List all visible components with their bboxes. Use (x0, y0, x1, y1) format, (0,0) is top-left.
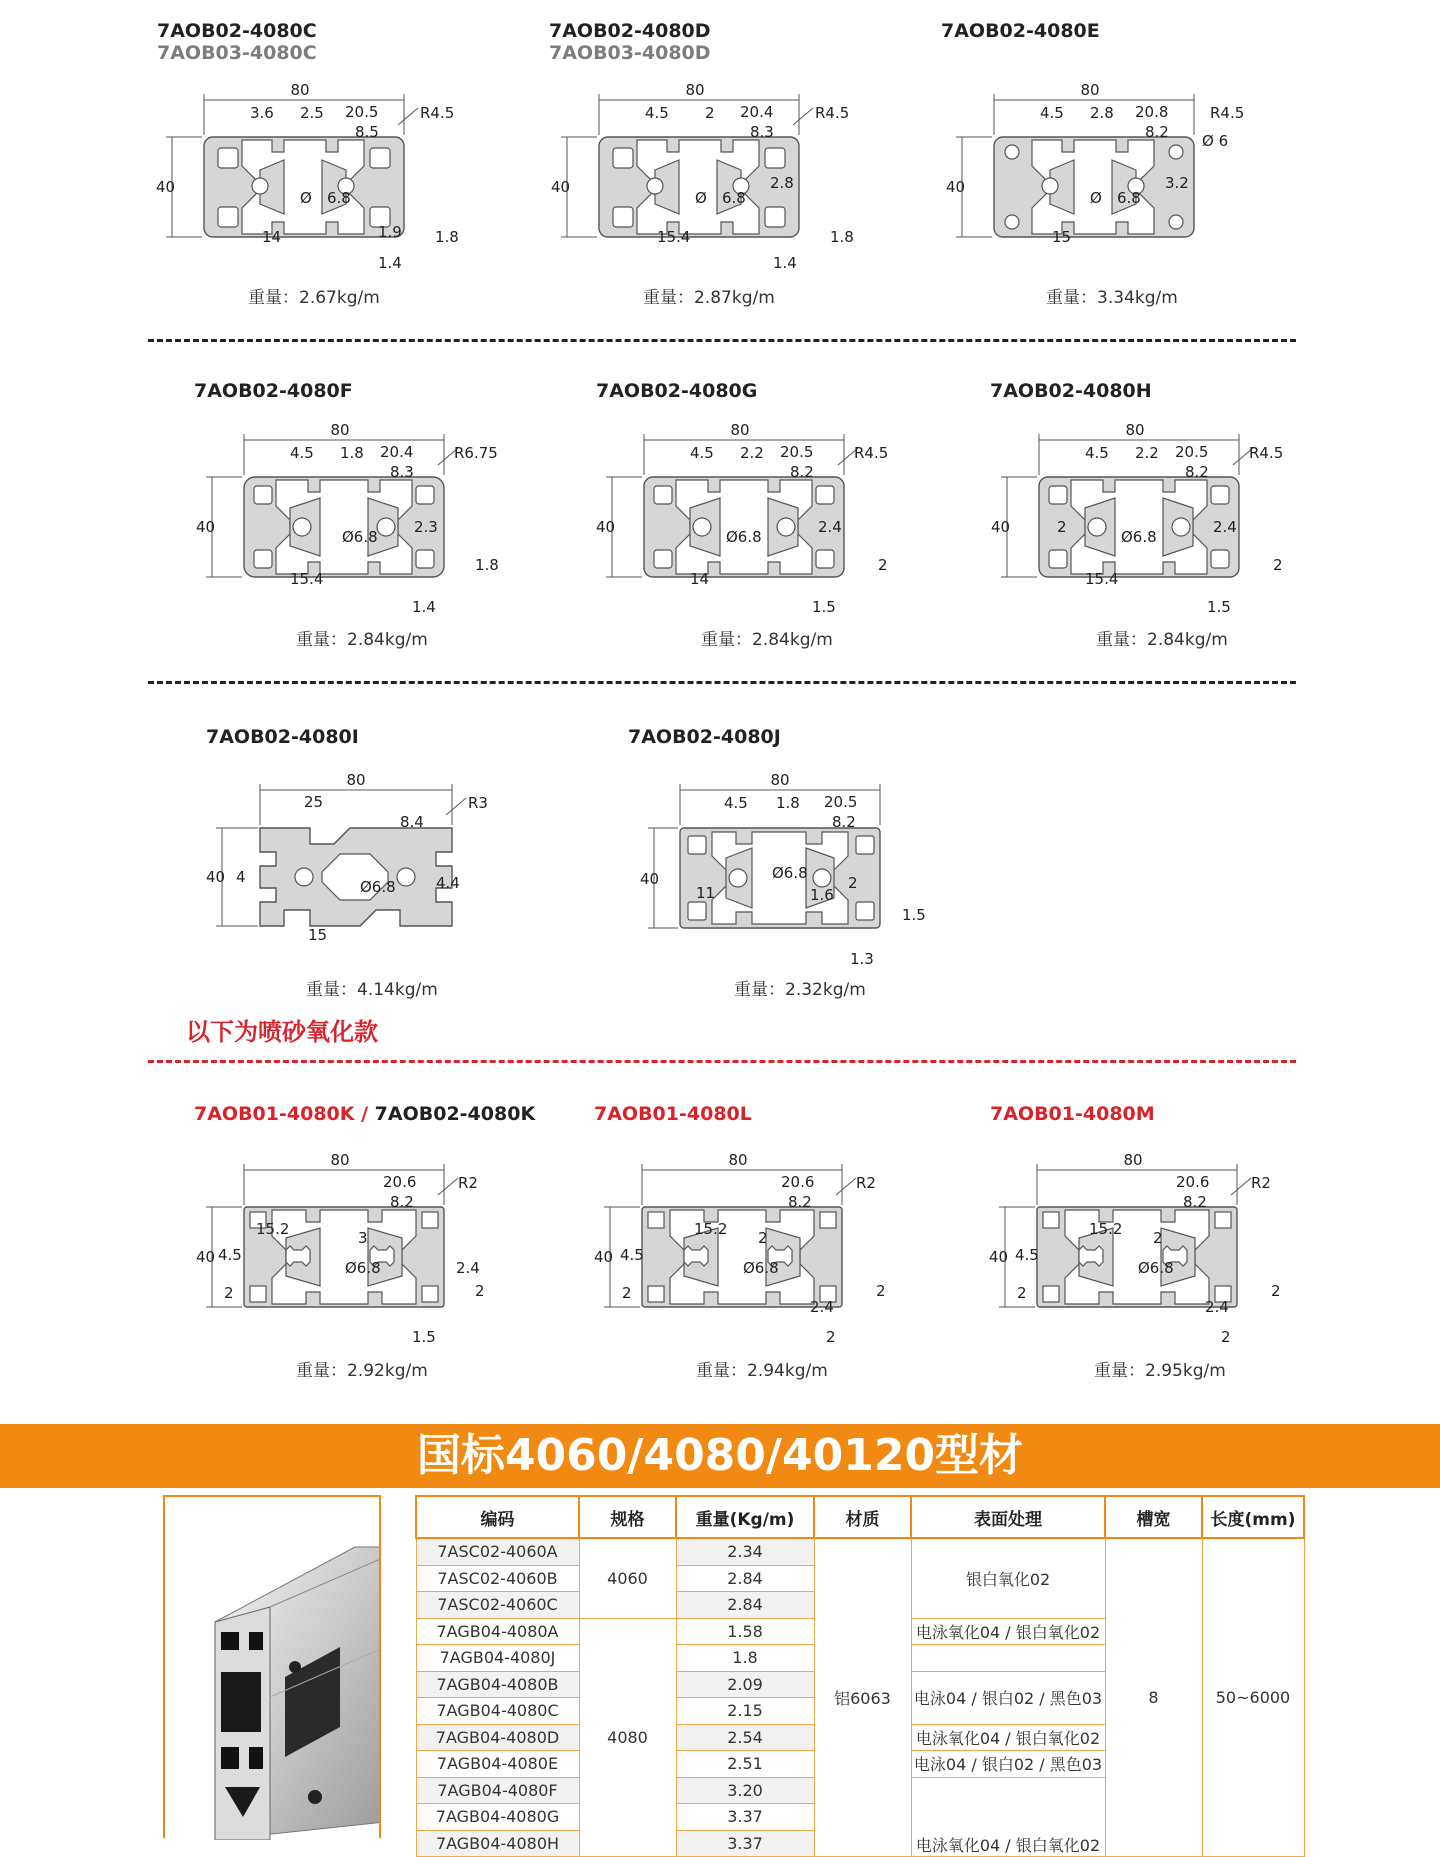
weight-cell: 3.37 (676, 1830, 814, 1857)
svg-text:8.2: 8.2 (1183, 1193, 1207, 1211)
code-cell: 7AGB04-4080D (416, 1724, 579, 1751)
code-cell: 7ASC02-4060C (416, 1592, 579, 1619)
svg-text:Ø6.8: Ø6.8 (726, 528, 762, 546)
svg-text:80: 80 (1080, 81, 1100, 99)
svg-text:15.2: 15.2 (1089, 1220, 1123, 1238)
profile-drawing (545, 80, 865, 280)
svg-text:40: 40 (596, 518, 616, 536)
weight-cell: 1.8 (676, 1645, 814, 1672)
svg-text:2.8: 2.8 (770, 174, 794, 192)
svg-text:20.4: 20.4 (740, 103, 774, 121)
weight-label: 重量：2.67kg/m (248, 288, 380, 308)
profile-title: 7AOB01-4080L (594, 1103, 752, 1125)
code-cell: 7ASC02-4060B (416, 1565, 579, 1592)
table-row (416, 1538, 1304, 1565)
profile-title: 7AOB02-4080J (628, 726, 781, 748)
svg-text:R4.5: R4.5 (420, 104, 455, 122)
svg-text:11: 11 (696, 884, 716, 902)
svg-text:15.4: 15.4 (1085, 570, 1119, 588)
svg-text:80: 80 (290, 81, 310, 99)
weight-cell: 2.84 (676, 1592, 814, 1619)
profile-drawing (588, 1150, 908, 1350)
weight-cell: 3.20 (676, 1777, 814, 1804)
svg-text:1.3: 1.3 (850, 950, 874, 968)
weight-cell: 2.54 (676, 1724, 814, 1751)
svg-text:4.5: 4.5 (690, 444, 714, 462)
weight-label: 重量：2.84kg/m (701, 630, 833, 650)
svg-text:1.4: 1.4 (412, 598, 436, 616)
code-cell: 7AGB04-4080G (416, 1804, 579, 1831)
table-header: 表面处理 (911, 1496, 1105, 1538)
svg-text:4.5: 4.5 (724, 794, 748, 812)
svg-text:15.4: 15.4 (290, 570, 324, 588)
svg-text:40: 40 (156, 178, 176, 196)
svg-text:8.2: 8.2 (390, 1193, 414, 1211)
code-cell: 7AGB04-4080F (416, 1777, 579, 1804)
profile-drawing (150, 80, 470, 280)
profile-drawing (590, 420, 910, 620)
svg-text:8.2: 8.2 (1145, 123, 1169, 141)
weight-cell: 2.15 (676, 1698, 814, 1725)
svg-text:2: 2 (705, 104, 715, 122)
code-cell: 7AGB04-4080H (416, 1830, 579, 1857)
svg-text:R4.5: R4.5 (1210, 104, 1245, 122)
svg-text:8.2: 8.2 (788, 1193, 812, 1211)
svg-text:1.9: 1.9 (378, 223, 402, 241)
spec-cell: 4060 (579, 1538, 676, 1618)
table-header: 槽宽 (1105, 1496, 1202, 1538)
svg-text:2: 2 (224, 1284, 234, 1302)
svg-text:40: 40 (946, 178, 966, 196)
svg-text:Ø6.8: Ø6.8 (360, 878, 396, 896)
svg-text:8.2: 8.2 (1185, 463, 1209, 481)
spec-table (415, 1495, 1305, 1857)
svg-text:2: 2 (876, 1282, 886, 1300)
svg-text:80: 80 (728, 1151, 748, 1169)
svg-text:40: 40 (206, 868, 226, 886)
profile-title: 7AOB01-4080M (990, 1103, 1155, 1125)
svg-text:3.6: 3.6 (250, 104, 274, 122)
table-header: 编码 (416, 1496, 579, 1538)
svg-text:80: 80 (330, 421, 350, 439)
svg-text:15.2: 15.2 (256, 1220, 290, 1238)
section-divider (148, 339, 1296, 342)
weight-label: 重量：2.87kg/m (643, 288, 775, 308)
svg-text:20.6: 20.6 (781, 1173, 815, 1191)
svg-text:2: 2 (475, 1282, 485, 1300)
svg-text:40: 40 (594, 1248, 614, 1266)
profile-drawing (640, 770, 960, 970)
svg-text:4.5: 4.5 (1085, 444, 1109, 462)
svg-text:2.4: 2.4 (1213, 518, 1237, 536)
svg-text:8.2: 8.2 (790, 463, 814, 481)
svg-text:2.2: 2.2 (1135, 444, 1159, 462)
weight-cell: 2.34 (676, 1538, 814, 1565)
svg-text:6.8: 6.8 (1117, 189, 1141, 207)
svg-text:80: 80 (685, 81, 705, 99)
svg-text:1.5: 1.5 (412, 1328, 436, 1346)
svg-text:Ø: Ø (1090, 189, 1102, 207)
product-photo-frame (163, 1495, 381, 1838)
svg-text:40: 40 (640, 870, 660, 888)
svg-text:R4.5: R4.5 (1249, 444, 1284, 462)
svg-text:1.8: 1.8 (475, 556, 499, 574)
weight-label: 重量：2.95kg/m (1094, 1361, 1226, 1381)
svg-text:80: 80 (346, 771, 366, 789)
svg-text:40: 40 (196, 1248, 216, 1266)
weight-cell: 2.51 (676, 1751, 814, 1778)
svg-text:1.8: 1.8 (435, 228, 459, 246)
svg-text:80: 80 (770, 771, 790, 789)
surface-cell: 电泳04 / 银白02 / 黑色03 (911, 1751, 1105, 1778)
svg-text:8.5: 8.5 (355, 123, 379, 141)
weight-cell: 2.09 (676, 1671, 814, 1698)
svg-text:2.4: 2.4 (810, 1298, 834, 1316)
svg-text:2.2: 2.2 (740, 444, 764, 462)
profile-drawing (940, 80, 1260, 280)
svg-text:Ø: Ø (695, 189, 707, 207)
svg-text:2: 2 (848, 874, 858, 892)
svg-text:3.2: 3.2 (1165, 174, 1189, 192)
svg-text:40: 40 (989, 1248, 1009, 1266)
table-header: 规格 (579, 1496, 676, 1538)
svg-text:2.5: 2.5 (300, 104, 324, 122)
svg-text:1.5: 1.5 (902, 906, 926, 924)
svg-text:Ø6.8: Ø6.8 (1138, 1259, 1174, 1277)
weight-label: 重量：3.34kg/m (1046, 288, 1178, 308)
svg-text:R6.75: R6.75 (454, 444, 498, 462)
profile-drawing (190, 420, 510, 620)
profile-title: 7AOB02-4080G (596, 380, 758, 402)
section-banner: 国标4060/4080/40120型材 (0, 1424, 1440, 1488)
profile-title: 7AOB02-4080H (990, 380, 1152, 402)
svg-text:20.4: 20.4 (380, 443, 414, 461)
weight-cell: 3.37 (676, 1804, 814, 1831)
section-divider (148, 1060, 1296, 1063)
svg-text:14: 14 (262, 228, 282, 246)
profile-title: 7AOB02-4080D 7AOB03-4080D (549, 20, 711, 64)
svg-text:R2: R2 (1251, 1174, 1271, 1192)
svg-text:R4.5: R4.5 (815, 104, 850, 122)
svg-text:40: 40 (551, 178, 571, 196)
svg-text:1.4: 1.4 (378, 254, 402, 272)
svg-text:2.8: 2.8 (1090, 104, 1114, 122)
weight-cell: 1.58 (676, 1618, 814, 1645)
svg-text:3: 3 (358, 1229, 368, 1247)
svg-text:Ø: Ø (300, 189, 312, 207)
svg-text:Ø6.8: Ø6.8 (342, 528, 378, 546)
svg-text:Ø 6: Ø 6 (1202, 132, 1229, 150)
profile-drawing (985, 420, 1305, 620)
svg-text:Ø6.8: Ø6.8 (743, 1259, 779, 1277)
svg-text:2: 2 (1271, 1282, 1281, 1300)
code-cell: 7AGB04-4080A (416, 1618, 579, 1645)
svg-text:80: 80 (1123, 1151, 1143, 1169)
svg-text:4.5: 4.5 (1040, 104, 1064, 122)
svg-text:Ø6.8: Ø6.8 (772, 864, 808, 882)
svg-text:8.2: 8.2 (832, 813, 856, 831)
svg-text:4.5: 4.5 (1015, 1246, 1039, 1264)
code-cell: 7AGB04-4080E (416, 1751, 579, 1778)
svg-text:R4.5: R4.5 (854, 444, 889, 462)
code-cell: 7AGB04-4080B (416, 1671, 579, 1698)
svg-text:20.8: 20.8 (1135, 103, 1169, 121)
svg-text:Ø6.8: Ø6.8 (1121, 528, 1157, 546)
svg-text:4: 4 (236, 868, 246, 886)
svg-text:6.8: 6.8 (722, 189, 746, 207)
svg-text:1.5: 1.5 (1207, 598, 1231, 616)
svg-text:2: 2 (622, 1284, 632, 1302)
svg-text:20.6: 20.6 (383, 1173, 417, 1191)
svg-text:15: 15 (308, 926, 328, 944)
svg-text:80: 80 (1125, 421, 1145, 439)
spec-cell: 4080 (579, 1618, 676, 1857)
svg-text:20.5: 20.5 (345, 103, 379, 121)
svg-text:2: 2 (826, 1328, 836, 1346)
svg-text:1.8: 1.8 (776, 794, 800, 812)
svg-text:R2: R2 (856, 1174, 876, 1192)
svg-text:1.5: 1.5 (812, 598, 836, 616)
svg-text:20.6: 20.6 (1176, 1173, 1210, 1191)
sandblast-heading: 以下为喷砂氧化款 (186, 1018, 378, 1046)
code-cell: 7AGB04-4080J (416, 1645, 579, 1672)
profile-drawing (200, 770, 520, 970)
surface-cell: 电泳氧化04 / 银白氧化02 (911, 1618, 1105, 1645)
svg-text:15: 15 (1052, 228, 1072, 246)
svg-text:20.5: 20.5 (1175, 443, 1209, 461)
svg-text:80: 80 (730, 421, 750, 439)
weight-label: 重量：2.84kg/m (296, 630, 428, 650)
weight-label: 重量：2.32kg/m (734, 980, 866, 1000)
profile-drawing (983, 1150, 1303, 1350)
svg-text:80: 80 (330, 1151, 350, 1169)
slot-cell: 8 (1105, 1538, 1202, 1857)
profile-title: 7AOB02-4080E (941, 20, 1100, 42)
weight-label: 重量：4.14kg/m (306, 980, 438, 1000)
svg-text:2.4: 2.4 (456, 1259, 480, 1277)
svg-text:2: 2 (1017, 1284, 1027, 1302)
svg-text:15.2: 15.2 (694, 1220, 728, 1238)
svg-text:25: 25 (304, 793, 324, 811)
svg-text:2: 2 (1221, 1328, 1231, 1346)
svg-text:2: 2 (1273, 556, 1283, 574)
svg-text:8.3: 8.3 (390, 463, 414, 481)
svg-text:4.5: 4.5 (290, 444, 314, 462)
svg-text:1.8: 1.8 (340, 444, 364, 462)
svg-text:2.4: 2.4 (818, 518, 842, 536)
svg-text:2: 2 (1057, 518, 1067, 536)
svg-text:6.8: 6.8 (327, 189, 351, 207)
profile-drawing (190, 1150, 510, 1350)
length-cell: 50~6000 (1202, 1538, 1304, 1857)
svg-text:1.6: 1.6 (810, 886, 834, 904)
svg-text:4.5: 4.5 (218, 1246, 242, 1264)
svg-text:2.4: 2.4 (1205, 1298, 1229, 1316)
svg-text:40: 40 (196, 518, 216, 536)
table-header: 材质 (814, 1496, 911, 1538)
aluminum-profile-image (165, 1497, 379, 1840)
profile-title: 7AOB02-4080I (206, 726, 359, 748)
svg-text:R2: R2 (458, 1174, 478, 1192)
svg-text:Ø6.8: Ø6.8 (345, 1259, 381, 1277)
svg-text:2: 2 (878, 556, 888, 574)
svg-text:15.4: 15.4 (657, 228, 691, 246)
svg-text:20.5: 20.5 (780, 443, 814, 461)
svg-text:2.3: 2.3 (414, 518, 438, 536)
code-cell: 7AGB04-4080C (416, 1698, 579, 1725)
material-cell: 铝6063 (814, 1538, 911, 1857)
svg-text:8.4: 8.4 (400, 813, 424, 831)
surface-cell: 电泳04 / 银白02 / 黑色03 (911, 1671, 1105, 1724)
svg-text:4.5: 4.5 (645, 104, 669, 122)
table-header: 重量(Kg/m) (676, 1496, 814, 1538)
svg-text:2: 2 (1153, 1229, 1163, 1247)
svg-text:R3: R3 (468, 794, 488, 812)
surface-cell (911, 1645, 1105, 1672)
svg-text:4.5: 4.5 (620, 1246, 644, 1264)
weight-label: 重量：2.84kg/m (1096, 630, 1228, 650)
svg-text:8.3: 8.3 (750, 123, 774, 141)
profile-title: 7AOB01-4080K / 7AOB02-4080K (194, 1103, 536, 1125)
weight-cell: 2.84 (676, 1565, 814, 1592)
table-header: 长度(mm) (1202, 1496, 1304, 1538)
code-cell: 7ASC02-4060A (416, 1538, 579, 1565)
weight-label: 重量：2.92kg/m (296, 1361, 428, 1381)
surface-cell: 电泳氧化04 / 银白氧化02 (911, 1777, 1105, 1857)
svg-text:1.4: 1.4 (773, 254, 797, 272)
surface-cell: 电泳氧化04 / 银白氧化02 (911, 1724, 1105, 1751)
section-divider (148, 681, 1296, 684)
svg-text:4.4: 4.4 (436, 874, 460, 892)
profile-title: 7AOB02-4080C 7AOB03-4080C (157, 20, 317, 64)
svg-text:2: 2 (758, 1229, 768, 1247)
svg-text:20.5: 20.5 (824, 793, 858, 811)
surface-cell: 银白氧化02 (911, 1538, 1105, 1618)
weight-label: 重量：2.94kg/m (696, 1361, 828, 1381)
profile-title: 7AOB02-4080F (194, 380, 353, 402)
svg-text:1.8: 1.8 (830, 228, 854, 246)
svg-text:14: 14 (690, 570, 710, 588)
svg-text:40: 40 (991, 518, 1011, 536)
